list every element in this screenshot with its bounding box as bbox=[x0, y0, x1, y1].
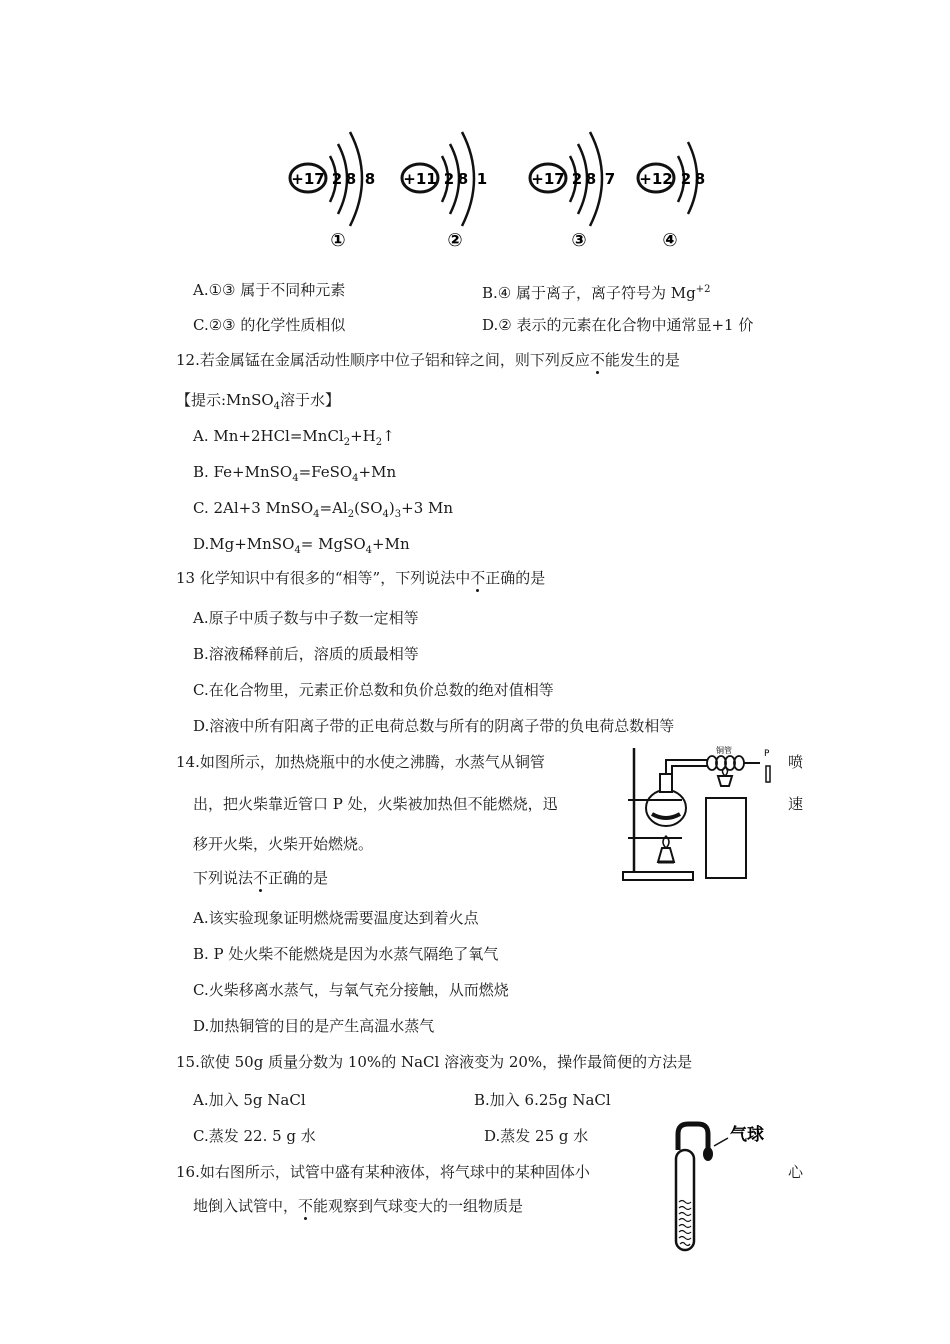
atom-3-label: ③ bbox=[571, 230, 587, 251]
atom-2-label: ② bbox=[447, 230, 463, 251]
q12-hint-sub: 4 bbox=[273, 401, 281, 412]
q12-c-s4: 3 bbox=[394, 509, 402, 520]
q11-option-b bbox=[482, 280, 711, 303]
atom-3-shell-3: 7 bbox=[604, 170, 616, 188]
q12-c-s3: 4 bbox=[382, 509, 389, 520]
q13-stem-post: 正确的是 bbox=[485, 569, 546, 587]
q13-emphasis: 不 bbox=[470, 569, 486, 587]
q12-emphasis: 不 bbox=[589, 351, 605, 369]
atom-1-label: ① bbox=[330, 230, 346, 251]
q16-line-2-post: 能观察到气球变大的一组物质是 bbox=[313, 1197, 524, 1215]
balloon bbox=[678, 1124, 708, 1150]
p-label: P bbox=[764, 749, 770, 759]
atom-2-shell-3: 1 bbox=[476, 170, 488, 188]
q12-c-t2: =Al bbox=[319, 499, 348, 517]
q13-stem-pre: 13 化学知识中有很多的“相等”，下列说法中 bbox=[176, 569, 471, 587]
q15-option-a: A.加入 5g NaCl bbox=[193, 1091, 306, 1109]
q15-option-c: C.蒸发 22. 5 g 水 bbox=[193, 1127, 316, 1145]
q11-option-b-text: B.④ 属于离子，离子符号为 Mg bbox=[482, 284, 696, 302]
nucleus-1-charge: +17 bbox=[291, 170, 325, 188]
q12-a-s2: 2 bbox=[375, 437, 383, 448]
q11-option-a: A.①③ 属于不同种元素 bbox=[193, 281, 346, 299]
tube-label: 铜管 bbox=[716, 746, 732, 755]
q12-c-s2: 2 bbox=[347, 509, 355, 520]
support-block bbox=[706, 798, 746, 878]
q12-d-t2: = MgSO bbox=[300, 535, 366, 553]
atom-1-shell-1: 2 bbox=[331, 170, 343, 188]
q12-stem bbox=[176, 350, 680, 370]
atom-4 bbox=[638, 142, 705, 251]
q14-option-b: B. P 处火柴不能燃烧是因为水蒸气隔绝了氧气 bbox=[193, 945, 499, 963]
q14-option-d: D.加热铜管的目的是产生高温水蒸气 bbox=[193, 1017, 435, 1035]
q12-d-t3: +Mn bbox=[372, 535, 410, 553]
q12-option-c bbox=[193, 498, 453, 525]
q15-option-d: D.蒸发 25 g 水 bbox=[484, 1127, 589, 1145]
atom-2-shell-1: 2 bbox=[443, 170, 455, 188]
flask bbox=[646, 790, 686, 826]
q11-option-d: D.② 表示的元素在化合物中通常显+1 价 bbox=[482, 316, 754, 334]
atom-4-shell-1: 2 bbox=[680, 170, 692, 188]
q14-line-1-right: 喷 bbox=[788, 753, 804, 771]
q14-option-c: C.火柴移离水蒸气，与氧气充分接触，从而燃烧 bbox=[193, 981, 509, 999]
q12-c-s1: 4 bbox=[313, 509, 320, 520]
q14-emphasis: 不 bbox=[253, 869, 269, 887]
nucleus-4-charge: +12 bbox=[639, 170, 673, 188]
q12-c-t5: +3 Mn bbox=[401, 499, 454, 517]
atom-4-label: ④ bbox=[662, 230, 678, 251]
q13-stem bbox=[176, 568, 545, 588]
q12-b-s2: 4 bbox=[352, 473, 359, 484]
q12-option-a bbox=[193, 426, 395, 453]
q16-test-tube-figure bbox=[668, 1116, 788, 1256]
match bbox=[766, 766, 770, 782]
atom-3 bbox=[530, 132, 615, 251]
q12-hint-post: 溶于水】 bbox=[280, 391, 341, 409]
q12-b-t3: +Mn bbox=[358, 463, 397, 481]
q11-option-c: C.②③ 的化学性质相似 bbox=[193, 316, 346, 334]
q13-option-c: C.在化合物里，元素正价总数和负价总数的绝对值相等 bbox=[193, 681, 554, 699]
q12-a-t1: A. Mn+2HCl=MnCl bbox=[193, 427, 344, 445]
atom-2 bbox=[402, 132, 487, 251]
atom-4-shell-2: 8 bbox=[694, 170, 706, 188]
q12-a-t3: ↑ bbox=[382, 427, 395, 445]
atom-1 bbox=[290, 132, 375, 251]
q12-option-b bbox=[193, 462, 396, 489]
q12-hint-pre: 【提示:MnSO bbox=[176, 391, 274, 409]
q15-option-b: B.加入 6.25g NaCl bbox=[474, 1091, 611, 1109]
q12-b-s1: 4 bbox=[292, 473, 299, 484]
q14-line-2-right: 速 bbox=[788, 795, 804, 813]
atom-3-shell-1: 2 bbox=[571, 170, 583, 188]
nucleus-2-charge: +11 bbox=[403, 170, 437, 188]
q12-c-t4: ) bbox=[388, 499, 395, 517]
q12-d-s2: 4 bbox=[365, 545, 373, 556]
burner-flask bbox=[658, 848, 674, 862]
q12-d-s1: 4 bbox=[294, 545, 301, 556]
nucleus-3-charge: +17 bbox=[531, 170, 565, 188]
atom-3-shell-2: 8 bbox=[585, 170, 597, 188]
q14-line-4-post: 正确的是 bbox=[268, 869, 329, 887]
q11-option-b-charge: +2 bbox=[695, 284, 711, 295]
q14-line-1: 14.如图所示，加热烧瓶中的水使之沸腾，水蒸气从铜管 bbox=[176, 753, 545, 771]
q16-line-2 bbox=[193, 1196, 523, 1216]
q12-stem-pre: 12.若金属锰在金属活动性顺序中位子铝和锌之间，则下列反应 bbox=[176, 351, 590, 369]
q12-stem-post: 能发生的是 bbox=[604, 351, 680, 369]
q12-d-t1: D.Mg+MnSO bbox=[193, 535, 295, 553]
balloon-label: 气球 bbox=[730, 1125, 764, 1145]
q13-option-d: D.溶液中所有阳离子带的正电荷总数与所有的阴离子带的负电荷总数相等 bbox=[193, 717, 675, 735]
q12-a-t2: +H bbox=[350, 427, 376, 445]
atom-structure-diagram bbox=[280, 118, 720, 258]
q12-a-s1: 2 bbox=[343, 437, 351, 448]
q16-line-1: 16.如右图所示，试管中盛有某种液体，将气球中的某种固体小 bbox=[176, 1163, 590, 1181]
atom-1-shell-2: 8 bbox=[345, 170, 357, 188]
atom-1-shell-3: 8 bbox=[364, 170, 376, 188]
atom-2-shell-2: 8 bbox=[457, 170, 469, 188]
q12-b-t2: =FeSO bbox=[298, 463, 353, 481]
q12-option-d bbox=[193, 534, 410, 561]
q14-line-4-pre: 下列说法 bbox=[193, 869, 254, 887]
q14-line-4 bbox=[193, 868, 328, 888]
q14-line-3: 移开火柴，火柴开始燃烧。 bbox=[193, 835, 374, 853]
stand-base bbox=[623, 872, 693, 880]
q13-option-b: B.溶液稀释前后，溶质的质最相等 bbox=[193, 645, 419, 663]
q12-hint bbox=[176, 390, 340, 417]
q12-b-t1: B. Fe+MnSO bbox=[193, 463, 293, 481]
q14-apparatus-figure bbox=[620, 744, 780, 886]
q12-c-t3: (SO bbox=[354, 499, 383, 517]
q15-stem: 15.欲使 50g 质量分数为 10%的 NaCl 溶液变为 20%，操作最简便的方法是 bbox=[176, 1053, 693, 1071]
q13-option-a: A.原子中质子数与中子数一定相等 bbox=[193, 609, 419, 627]
q16-emphasis: 不 bbox=[298, 1197, 314, 1215]
test-tube bbox=[676, 1150, 694, 1250]
q16-line-2-pre: 地倒入试管中， bbox=[193, 1197, 299, 1215]
q12-c-t1: C. 2Al+3 MnSO bbox=[193, 499, 314, 517]
q16-line-1-right: 心 bbox=[788, 1163, 804, 1181]
q14-line-2: 出，把火柴靠近管口 P 处，火柴被加热但不能燃烧，迅 bbox=[193, 795, 558, 813]
q14-option-a: A.该实验现象证明燃烧需要温度达到着火点 bbox=[193, 909, 479, 927]
